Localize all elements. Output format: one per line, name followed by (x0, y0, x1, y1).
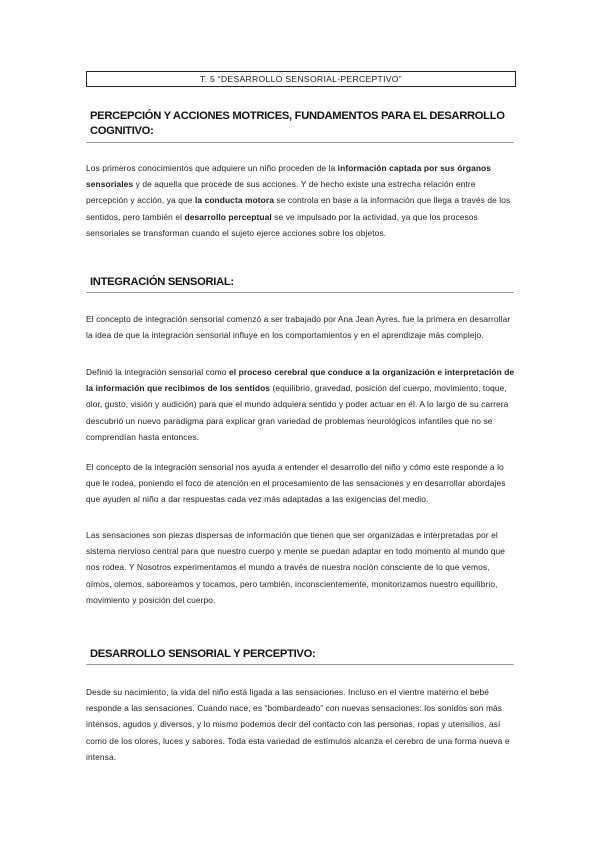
bold-run: el proceso cerebral que conduce a la organización e interpretación de la información que recibimos de los sentidos (86, 367, 515, 394)
text-run: (equilibrio, gravedad, posición del cuerpo, movimiento, toque, olor, gusto, visión y audición) para que el mundo adquiera sentido y poder actuar en él. A lo largo de su carrera descubrió un nuevo paradigma para explicar gran variedad de problemas neurológicos infantiles que no se comprendían hasta entonces. (86, 383, 509, 442)
heading-rule (86, 142, 514, 143)
text-run: Definió la integración sensorial como (86, 367, 229, 377)
heading-desarrollo: DESARROLLO SENSORIAL Y PERCEPTIVO: (90, 648, 316, 660)
bold-run: la conducta motora (194, 195, 275, 206)
text-run: y de aquella que procede de sus acciones. Y de hecho existe una estrecha relación entre percepción y acción, ya que (86, 179, 476, 206)
heading-percepcion: PERCEPCIÓN Y ACCIONES MOTRICES, FUNDAMENTOS PARA EL DESARROLLO COGNITIVO: (90, 110, 505, 137)
text-run: Los primeros conocimientos que adquiere un niño proceden de la (86, 163, 338, 173)
paragraph-desarrollo: Desde su nacimiento, la vida del niño está ligada a las sensaciones. Incluso en el vientre materno el bebé responde a las sensaciones. Cuando nace, es “bombardeado” con nuevas sensaciones: los sonidos son más intensos, agudos y diversos, y lo mismo podemos decir del contacto con las personas, ropas y utensilios, así como de los olores, luces y sabores. Toda esta variedad de estímulos alcanza el cerebro de una forma nueva e intensa. (86, 687, 510, 762)
heading-integracion: INTEGRACIÓN SENSORIAL: (90, 276, 234, 288)
heading-rule (86, 664, 514, 665)
bold-run: desarrollo perceptual (184, 211, 272, 222)
heading-rule (86, 292, 514, 293)
text-run: se controla en base a la información que llega a través de los sentidos, pero también el (86, 195, 511, 222)
bold-run: información captada por sus órganos sensoriales (86, 163, 492, 190)
paragraph-integracion-3: El concepto de la integración sensorial nos ayuda a entender el desarrollo del niño y cómo este responde a lo que le rodea, poniendo el foco de atención en el procesamiento de las sensaciones y en desarrollar abordajes que ayuden al niño a dar respuestas cada vez más adaptadas a las exigencias del medio. (86, 462, 506, 505)
paragraph-integracion-1: El concepto de integración sensorial comenzó a ser trabajado por Ana Jean Ayres, fue la primera en desarrollar la idea de que la integración sensorial influye en los comportamientos y en el aprendizaje más complejo. (86, 314, 511, 341)
text-run: se ve impulsado por la actividad, ya que los procesos sensoriales se transforman cuando el sujeto ejerce acciones sobre los objetos. (86, 211, 478, 238)
paragraph-percepcion (86, 160, 516, 241)
paragraph-integracion-4: Las sensaciones son piezas dispersas de información que tienen que ser organizadas e interpretadas por el sistema nervioso central para que nuestro cuerpo y mente se puedan adaptar en todo momento al mundo que nos rodea. Y Nosotros experimentamos el mundo a través de nuestra noción consciente de lo que vemos, oímos, olemos, saboreamos y tocamos, pero también, inconscientemente, monitorizamos nuestro equilibrio, movimiento y posición del cuerpo. (86, 530, 506, 605)
paragraph-integracion-2 (86, 364, 516, 445)
topic-title-box: T. 5 “DESARROLLO SENSORIAL-PERCEPTIVO” (86, 71, 516, 87)
